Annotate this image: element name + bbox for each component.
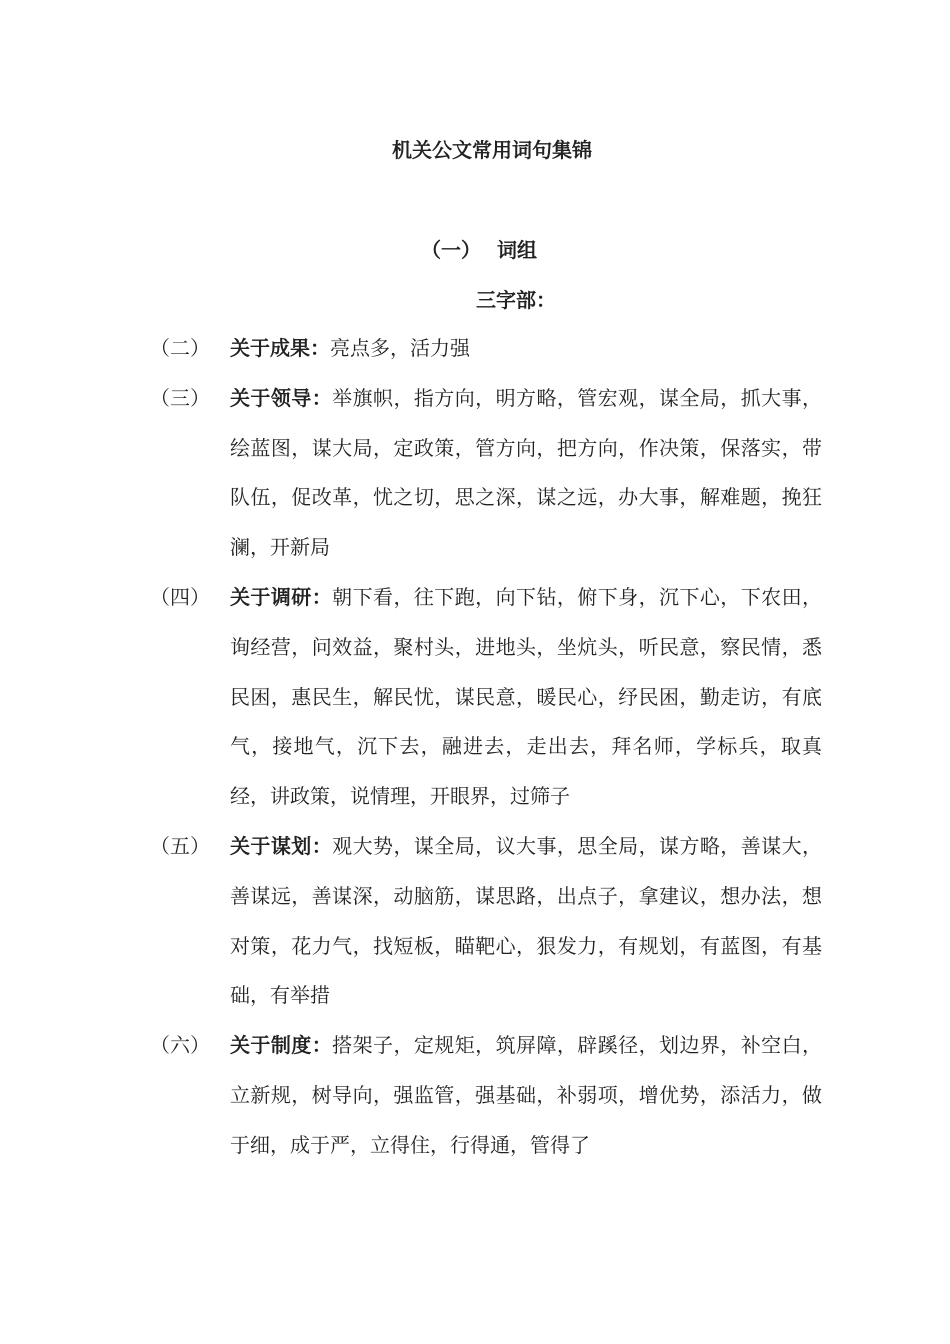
entry-body	[230, 1021, 822, 1170]
entry-number: （五）	[150, 833, 210, 858]
entry-planning	[150, 822, 830, 1021]
entry-label: 关于谋划：	[230, 833, 333, 858]
entry-label: 关于成果：	[230, 336, 330, 360]
section-heading	[421, 235, 537, 265]
entry-research	[150, 573, 830, 822]
entry-text: 举旗帜，指方向，明方略，管宏观，谋全局，抓大事，绘蓝图，谋大局，定政策，管方向，把方向，作决策，保落实，带队伍，促改革，忧之切，思之深，谋之远，办大事，解难题，挽狂澜，开新局	[230, 385, 823, 560]
entry-list	[150, 324, 830, 1171]
entry-number: （四）	[150, 584, 210, 609]
entry-label: 关于制度：	[230, 1033, 333, 1058]
entry-text: 观大势，谋全局，议大事，思全局，谋方略，善谋大，善谋远，善谋深，动脑筋，谋思路，出点子，拿建议，想办法，想对策，花力气，找短板，瞄靶心，狠发力，有规划，有蓝图，有基础，有举措	[230, 833, 823, 1008]
entry-systems	[150, 1021, 830, 1170]
entry-body	[230, 324, 822, 374]
entry-body	[230, 573, 822, 822]
entry-achievements	[150, 324, 830, 374]
entry-text: 搭架子，定规矩，筑屏障，辟蹊径，划边界，补空白，立新规，树导向，强监管，强基础，补弱项，增优势，添活力，做于细，成于严，立得住，行得通，管得了	[230, 1033, 823, 1157]
entry-number: （六）	[150, 1033, 210, 1058]
entry-text: 朝下看，往下跑，向下钻，俯下身，沉下心，下农田，询经营，问效益，聚村头，进地头，坐炕头，听民意，察民情，悉民困，惠民生，解民忧，谋民意，暖民心，纾民困，勤走访，有底气，接地气，沉下去，融进去，走出去，拜名师，学标兵，取真经，讲政策，说情理，开眼界，过筛子	[230, 584, 823, 809]
entry-label: 关于领导：	[230, 385, 333, 410]
section-number: （一）	[421, 238, 481, 262]
section-title: 词组	[497, 238, 537, 262]
entry-text: 亮点多，活力强	[330, 336, 470, 360]
subsection-heading: 三字部：	[476, 288, 556, 312]
entry-leadership	[150, 374, 830, 573]
entry-label: 关于调研：	[230, 584, 333, 609]
entry-number: （二）	[150, 336, 210, 360]
entry-number: （三）	[150, 385, 210, 410]
entry-body	[230, 822, 822, 1021]
entry-body	[230, 374, 822, 573]
document-title: 机关公文常用词句集锦	[392, 138, 592, 162]
